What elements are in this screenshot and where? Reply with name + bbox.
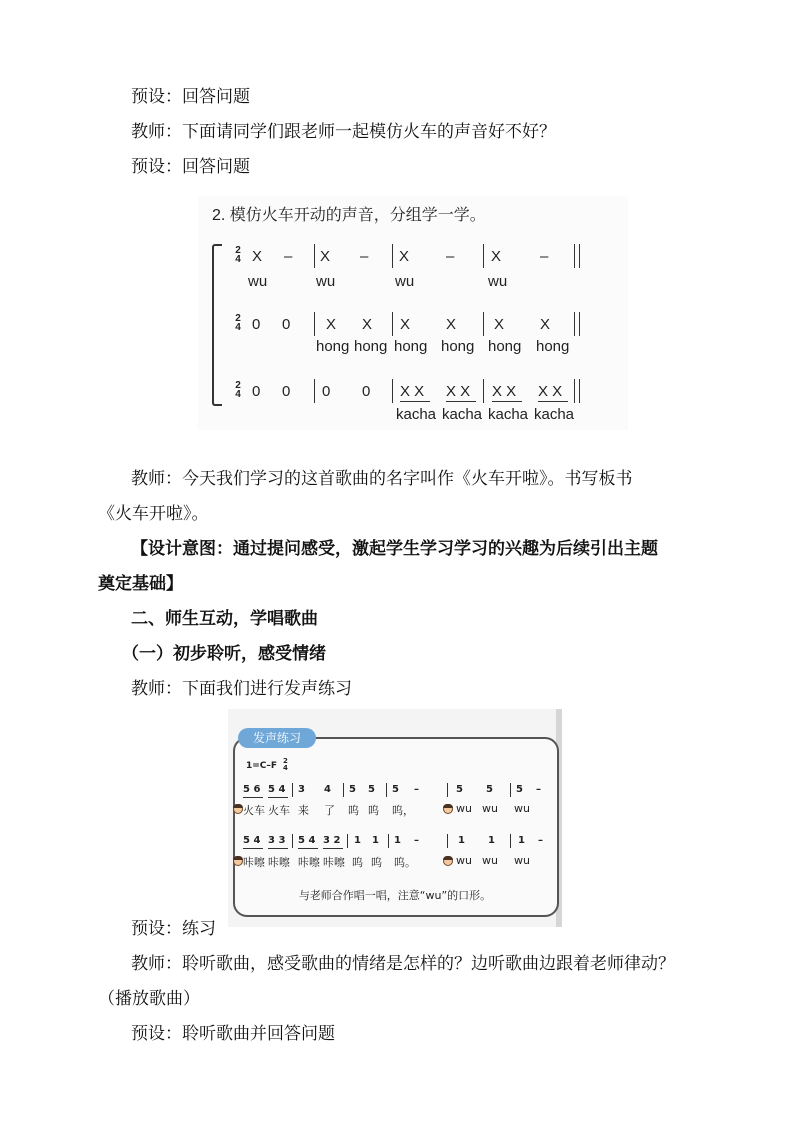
- child-face-icon: [443, 804, 453, 814]
- lyric: 呜。: [394, 856, 416, 869]
- melody-note: 5: [516, 784, 523, 795]
- lyric: wu: [514, 854, 530, 867]
- child-face-icon: [443, 856, 453, 866]
- rhythm-lyric: hong: [488, 338, 522, 355]
- bar-line: [314, 379, 315, 403]
- lyric: wu: [456, 854, 472, 867]
- rhythm-lyric: kacha: [396, 406, 437, 423]
- preset-answer-1: 预设：回答问题: [131, 87, 250, 107]
- bar-line: [510, 834, 511, 848]
- rhythm-note: 0: [252, 316, 261, 333]
- rhythm-note: X: [252, 248, 263, 265]
- bar-line: [392, 244, 393, 268]
- rhythm-lyric: wu: [395, 273, 415, 290]
- lyric: 来: [298, 804, 309, 817]
- lyric: 呜: [348, 804, 359, 817]
- melody-note: 5 6: [243, 784, 261, 795]
- melody-note: 1: [354, 835, 361, 846]
- bar-line: [292, 834, 293, 848]
- melody-note: –: [538, 835, 543, 846]
- bar-line: [392, 379, 393, 403]
- rhythm-note: X: [491, 248, 502, 265]
- rhythm-note: X: [320, 248, 331, 265]
- child-face-icon: [233, 856, 243, 866]
- preset-listen-answer: 预设：聆听歌曲并回答问题: [131, 1024, 335, 1044]
- rhythm-exercise-figure: [198, 196, 628, 430]
- rhythm-lyric: hong: [394, 338, 428, 355]
- teacher-line-song-name-cont: 《火车开啦》。: [98, 504, 209, 524]
- subsection-heading: （一）初步聆听，感受情绪: [122, 644, 326, 664]
- rhythm-lyric: hong: [354, 338, 388, 355]
- lyric: 呜: [352, 856, 363, 869]
- time-signature-row3: 2 4: [235, 380, 241, 400]
- melody-note: –: [414, 835, 419, 846]
- rhythm-note: X: [362, 316, 373, 333]
- melody-note: 1: [518, 835, 525, 846]
- eighth-underline: [446, 401, 476, 402]
- preset-answer-2: 预设：回答问题: [131, 157, 250, 177]
- time-signature: 2 4: [283, 757, 288, 772]
- rhythm-lyric: kacha: [488, 406, 529, 423]
- lyric: 火车: [243, 804, 265, 817]
- eighth-underline: [400, 401, 430, 402]
- rhythm-lyric: wu: [316, 273, 336, 290]
- melody-note: 4: [324, 784, 331, 795]
- melody-note: 3: [298, 784, 305, 795]
- preset-practice: 预设：练习: [131, 919, 216, 939]
- rhythm-note: 0: [252, 383, 261, 400]
- bar-line: [386, 783, 387, 797]
- time-signature-row1: 2 4: [235, 245, 241, 265]
- rhythm-note: –: [446, 248, 455, 265]
- rhythm-note: 0: [362, 383, 371, 400]
- rhythm-note: X: [494, 316, 505, 333]
- eighth-underline: [298, 848, 318, 849]
- rhythm-figure-title: 2. 模仿火车开动的声音，分组学一学。: [212, 207, 486, 224]
- lyric: wu: [514, 802, 530, 815]
- design-intent: 【设计意图：通过提问感受，激起学生学习学习的兴趣为后续引出主题: [131, 539, 658, 559]
- lyric: 了: [324, 804, 335, 817]
- rhythm-lyric: hong: [316, 338, 350, 355]
- play-song-note: （播放歌曲）: [98, 989, 200, 1009]
- melody-note: 5: [456, 784, 463, 795]
- melody-note: 5 4: [268, 784, 286, 795]
- key-signature: 1=C–F: [246, 761, 278, 771]
- rhythm-note: X: [399, 248, 410, 265]
- bar-line: [447, 783, 448, 797]
- melody-note: 3 2: [323, 835, 341, 846]
- eighth-underline: [243, 797, 263, 798]
- rhythm-lyric: hong: [441, 338, 475, 355]
- final-bar-line: [574, 379, 580, 403]
- section-heading: 二、师生互动，学唱歌曲: [131, 609, 318, 629]
- rhythm-note: X: [446, 316, 457, 333]
- bar-line: [392, 312, 393, 336]
- melody-note: 5 4: [298, 835, 316, 846]
- bar-line: [388, 834, 389, 848]
- rhythm-note: –: [360, 248, 369, 265]
- rhythm-note: X: [540, 316, 551, 333]
- design-intent-cont: 奠定基础】: [98, 574, 183, 594]
- melody-note: 5 4: [243, 835, 261, 846]
- system-brace: [212, 244, 222, 406]
- eighth-underline: [323, 848, 343, 849]
- time-signature-row2: 2 4: [235, 313, 241, 333]
- bar-line: [314, 244, 315, 268]
- vocal-practice-tab: 发声练习: [238, 728, 316, 748]
- vocal-figure-caption: 与老师合作唱一唱，注意“wu”的口形。: [298, 889, 492, 902]
- lyric: 火车: [268, 804, 290, 817]
- vocal-practice-figure: [228, 709, 562, 927]
- bar-line: [447, 834, 448, 848]
- lyric: 呜，: [392, 804, 414, 817]
- bar-line: [347, 834, 348, 848]
- bar-line: [483, 312, 484, 336]
- rhythm-note: 0: [282, 383, 291, 400]
- lyric: 呜: [368, 804, 379, 817]
- teacher-line-listen: 教师：聆听歌曲，感受歌曲的情绪是怎样的？边听歌曲边跟着老师律动？: [131, 954, 675, 974]
- rhythm-note: X X: [400, 383, 425, 400]
- rhythm-note: –: [540, 248, 549, 265]
- lyric: 咔嚓: [298, 856, 320, 869]
- rhythm-note: 0: [282, 316, 291, 333]
- bar-line: [510, 783, 511, 797]
- rhythm-note: X X: [446, 383, 471, 400]
- lyric: wu: [456, 802, 472, 815]
- teacher-line-song-name: 教师：今天我们学习的这首歌曲的名字叫作《火车开啦》。书写板书: [131, 469, 633, 489]
- melody-note: 1: [372, 835, 379, 846]
- rhythm-note: X X: [538, 383, 563, 400]
- rhythm-lyric: kacha: [442, 406, 483, 423]
- melody-note: –: [536, 784, 541, 795]
- lyric: 咔嚓: [243, 856, 265, 869]
- melody-note: 1: [394, 835, 401, 846]
- melody-note: 1: [458, 835, 465, 846]
- melody-note: 5: [368, 784, 375, 795]
- melody-note: 1: [488, 835, 495, 846]
- rhythm-lyric: kacha: [534, 406, 575, 423]
- melody-note: –: [414, 784, 419, 795]
- eighth-underline: [243, 848, 263, 849]
- bar-line: [292, 783, 293, 797]
- melody-note: 5: [486, 784, 493, 795]
- rhythm-lyric: hong: [536, 338, 570, 355]
- rhythm-note: X: [400, 316, 411, 333]
- rhythm-note: X X: [492, 383, 517, 400]
- final-bar-line: [574, 244, 580, 268]
- bar-line: [343, 783, 344, 797]
- rhythm-note: 0: [322, 383, 331, 400]
- final-bar-line: [574, 312, 580, 336]
- bar-line: [483, 379, 484, 403]
- lyric: wu: [482, 802, 498, 815]
- eighth-underline: [268, 848, 288, 849]
- bar-line: [483, 244, 484, 268]
- rhythm-note: –: [284, 248, 293, 265]
- rhythm-lyric: wu: [488, 273, 508, 290]
- rhythm-note: X: [326, 316, 337, 333]
- lyric: 呜: [371, 856, 382, 869]
- teacher-line-vocal-practice: 教师：下面我们进行发声练习: [131, 679, 352, 699]
- lyric: wu: [482, 854, 498, 867]
- melody-note: 5: [349, 784, 356, 795]
- rhythm-lyric: wu: [248, 273, 268, 290]
- lyric: 咔嚓: [268, 856, 290, 869]
- melody-note: 5: [392, 784, 399, 795]
- lyric: 咔嚓: [323, 856, 345, 869]
- eighth-underline: [538, 401, 568, 402]
- melody-note: 3 3: [268, 835, 286, 846]
- bar-line: [314, 312, 315, 336]
- eighth-underline: [492, 401, 522, 402]
- teacher-line-imitate-train: 教师：下面请同学们跟老师一起模仿火车的声音好不好？: [131, 122, 556, 142]
- eighth-underline: [268, 797, 288, 798]
- child-face-icon: [233, 804, 243, 814]
